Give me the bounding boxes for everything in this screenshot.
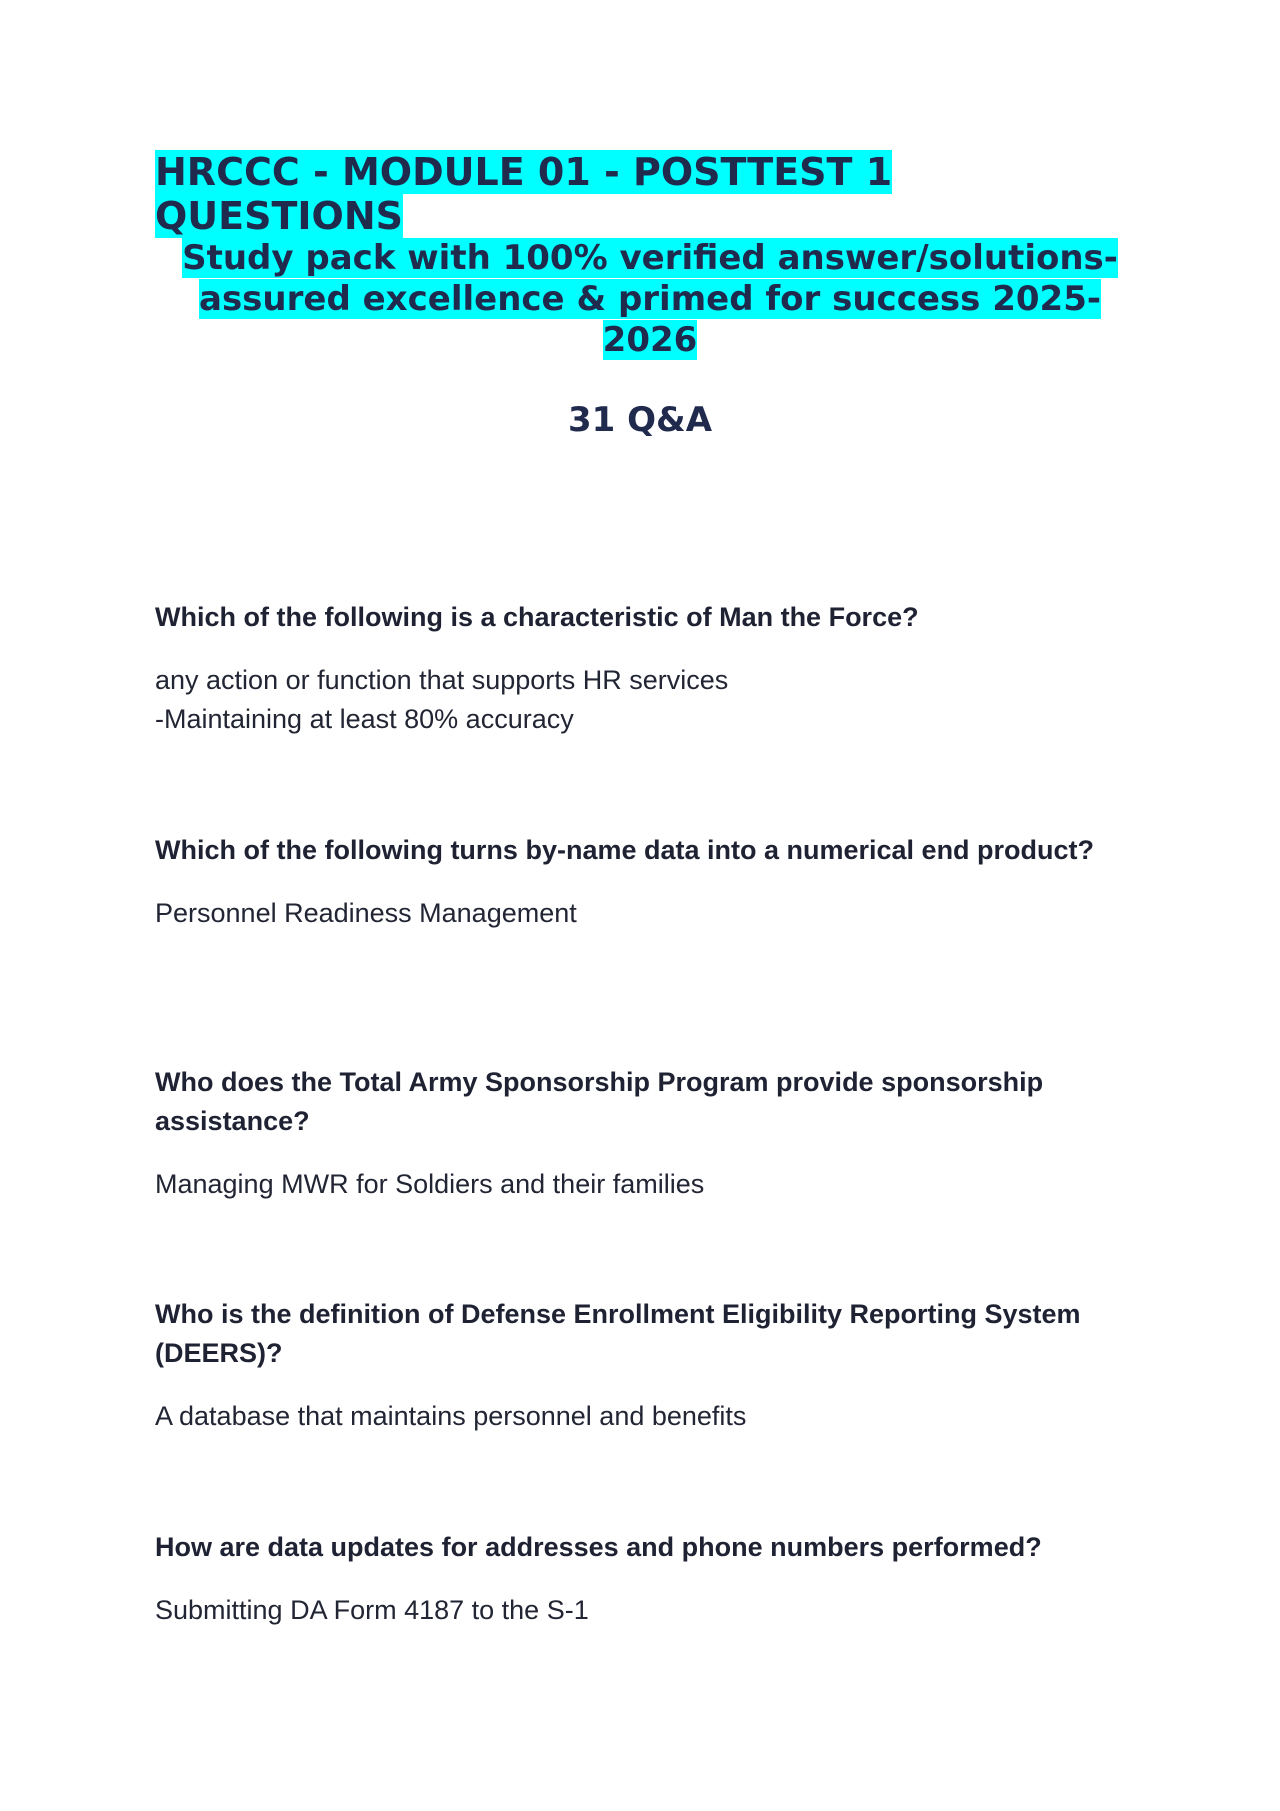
qa-list: [155, 598, 1145, 1630]
question-text: Which of the following turns by-name data into a numerical end product?: [155, 835, 1095, 865]
answer-text: Submitting DA Form 4187 to the S-1: [155, 1595, 589, 1625]
answer-text: A database that maintains personnel and benefits: [155, 1401, 747, 1431]
qa-item: [155, 1063, 1145, 1295]
qa-count: 31 Q&A: [567, 400, 713, 440]
question-text: Who is the definition of Defense Enrollment Eligibility Reporting System (DEERS)?: [155, 1299, 1081, 1368]
qa-item: [155, 1528, 1145, 1630]
document-title-text: HRCCC - MODULE 01 - POSTTEST 1 QUESTIONS: [155, 150, 893, 238]
document-title: [155, 150, 1145, 238]
answer-text: Personnel Readiness Management: [155, 898, 577, 928]
answer-text: any action or function that supports HR services -Maintaining at least 80% accuracy: [155, 665, 729, 734]
title-block: [155, 150, 1145, 361]
qa-item: [155, 598, 1145, 831]
document-subtitle-text: Study pack with 100% verified answer/solutions- assured excellence & primed for success 2025-2026: [182, 238, 1118, 360]
answer-text: Managing MWR for Soldiers and their families: [155, 1169, 705, 1199]
question-text: Who does the Total Army Sponsorship Program provide sponsorship assistance?: [155, 1067, 1044, 1136]
question-text: How are data updates for addresses and phone numbers performed?: [155, 1532, 1042, 1562]
question-text: Which of the following is a characteristic of Man the Force?: [155, 602, 919, 632]
qa-item: [155, 1295, 1145, 1528]
document-subtitle: [155, 238, 1145, 361]
qa-item: [155, 831, 1145, 1063]
